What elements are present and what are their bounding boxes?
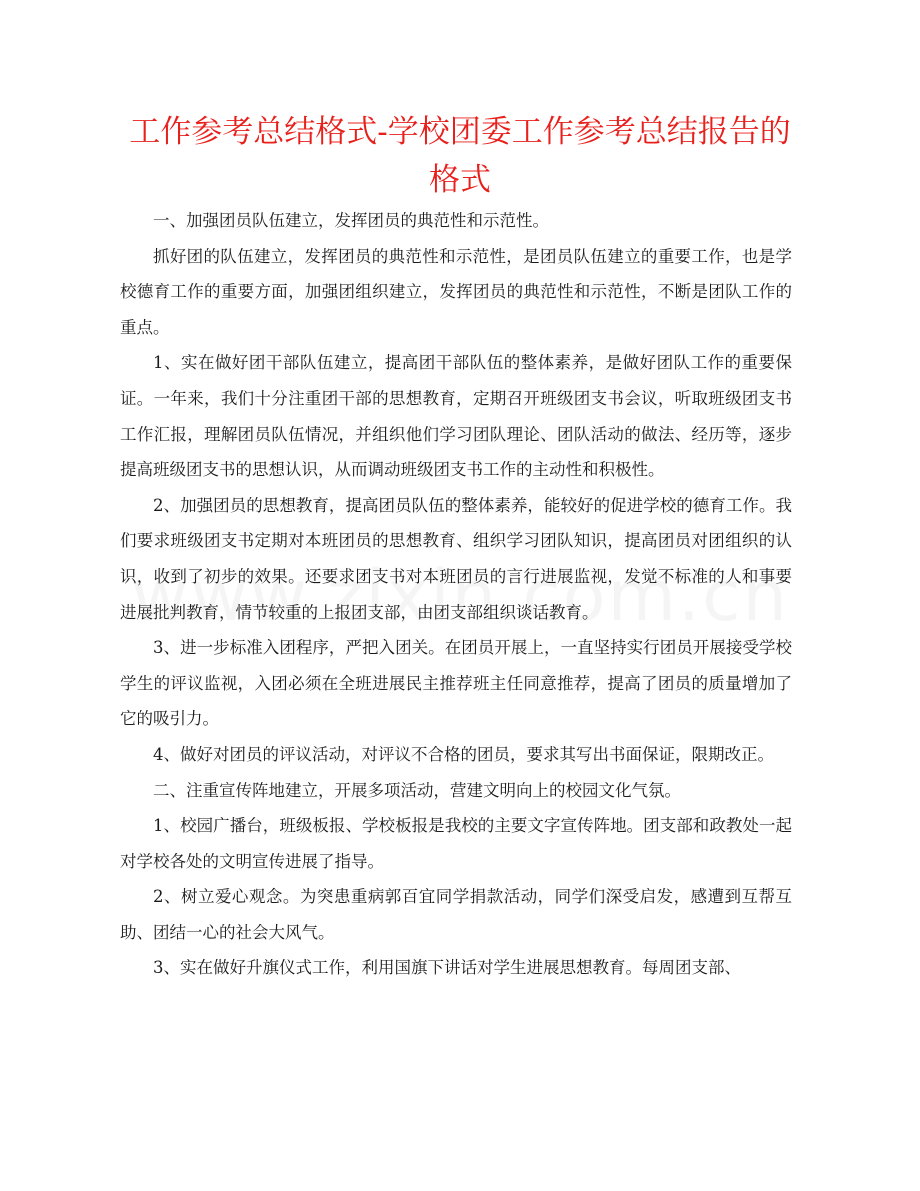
paragraph: 2、加强团员的思想教育，提高团员队伍的整体素养，能较好的促进学校的德育工作。我们要求班级团支书定期对本班团员的思想教育、组织学习团队知识，提高团员对团组织的认识，收到了初步的效果。还要求团支书对本班团员的言行进展监视，发觉不标准的人和事要进展批判教育，情节较重的上报团支部，由团支部组织谈话教育。 bbox=[120, 495, 792, 622]
paragraph-heading-2: 二、注重宣传阵地建立，开展多项活动，营建文明向上的校园文化气氛。 bbox=[153, 780, 681, 800]
paragraph: 1、校园广播台，班级板报、学校板报是我校的主要文字宣传阵地。团支部和政教处一起对学校各处的文明宣传进展了指导。 bbox=[120, 816, 792, 871]
paragraph: 抓好团的队伍建立，发挥团员的典范性和示范性，是团员队伍建立的重要工作，也是学校德育工作的重要方面，加强团组织建立，发挥团员的典范性和示范性，不断是团队工作的重点。 bbox=[120, 246, 792, 337]
document-body bbox=[120, 203, 792, 986]
document-title: 工作参考总结格式-学校团委工作参考总结报告的格式 bbox=[129, 114, 791, 198]
paragraph-heading-1: 一、加强团员队伍建立，发挥团员的典范性和示范性。 bbox=[153, 211, 549, 230]
paragraph: 4、做好对团员的评议活动，对评议不合格的团员，要求其写出书面保证，限期改正。 bbox=[153, 744, 774, 764]
paragraph: 1、实在做好团干部队伍建立，提高团干部队伍的整体素养，是做好团队工作的重要保证。一年来，我们十分注重团干部的思想教育，定期召开班级团支书会议，听取班级团支书工作汇报，理解团员队伍情况，并组织他们学习团队理论、团队活动的做法、经历等，逐步提高班级团支书的思想认识，从而调动班级团支书工作的主动性和积极性。 bbox=[120, 353, 792, 480]
paragraph: 3、实在做好升旗仪式工作，利用国旗下讲话对学生进展思想教育。每周团支部、 bbox=[153, 958, 741, 978]
paragraph: 2、树立爱心观念。为突患重病郭百宜同学捐款活动，同学们深受启发，感遭到互帮互助、团结一心的社会大风气。 bbox=[120, 887, 792, 942]
paragraph: 3、进一步标准入团程序，严把入团关。在团员开展上，一直坚持实行团员开展接受学校学生的评议监视，入团必须在全班进展民主推荐班主任同意推荐，提高了团员的质量增加了它的吸引力。 bbox=[120, 638, 792, 729]
